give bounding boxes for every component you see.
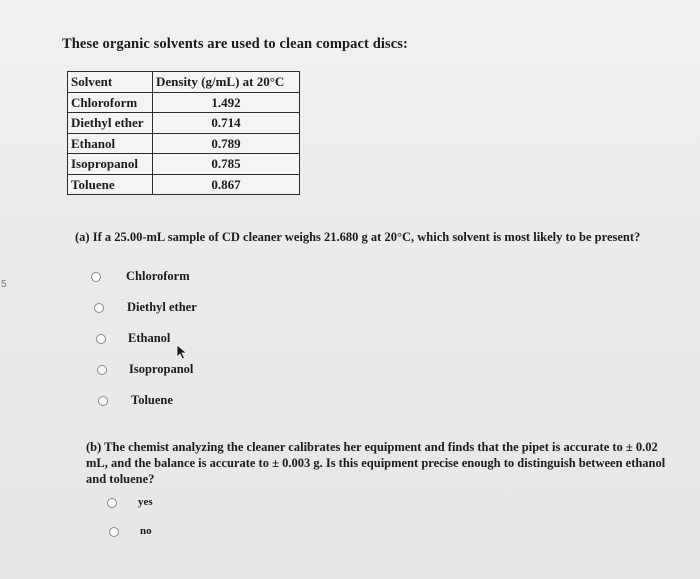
radio-toluene[interactable] [98, 396, 108, 406]
table-row [68, 174, 300, 195]
solvent-density: 0.785 [153, 154, 300, 175]
header-solvent: Solvent [68, 72, 153, 93]
solvent-name: Toluene [68, 174, 153, 195]
solvent-density: 0.789 [153, 133, 300, 154]
mouse-pointer-icon [176, 344, 188, 360]
table-row [68, 154, 300, 175]
option-label-chloroform[interactable]: Chloroform [126, 269, 190, 283]
table-row [68, 113, 300, 134]
solvent-name: Chloroform [68, 92, 153, 113]
table-row [68, 133, 300, 154]
option-chloroform[interactable] [91, 268, 101, 286]
radio-chloroform[interactable] [91, 272, 101, 282]
radio-ethanol[interactable] [96, 334, 106, 344]
option-label-toluene[interactable]: Toluene [131, 393, 173, 407]
option-label-diethyl-ether[interactable]: Diethyl ether [127, 300, 197, 314]
table-header-row [68, 72, 300, 93]
question-a-text: (a) If a 25.00-mL sample of CD cleaner weighs 21.680 g at 20°C, which solvent is most likely to be present? [75, 230, 641, 244]
solvent-name: Diethyl ether [68, 113, 153, 134]
solvent-density-table [67, 71, 300, 195]
solvent-density: 0.714 [153, 113, 300, 134]
option-yes[interactable] [107, 494, 117, 512]
option-label-yes[interactable]: yes [138, 496, 153, 508]
radio-no[interactable] [109, 527, 119, 537]
header-density: Density (g/mL) at 20°C [153, 72, 300, 93]
option-diethyl-ether[interactable] [94, 299, 104, 317]
option-isopropanol[interactable] [97, 361, 107, 379]
radio-isopropanol[interactable] [97, 365, 107, 375]
question-b-text: (b) The chemist analyzing the cleaner calibrates her equipment and finds that the pipet is accurate to ± 0.02 mL, and the balance is accurate to ± 0.003 g. Is this equipment precise enough to distinguish between ethanol and toluene? [86, 440, 666, 486]
option-label-isopropanol[interactable]: Isopropanol [129, 362, 194, 376]
intro-text: These organic solvents are used to clean compact discs: [62, 36, 408, 52]
table-row [68, 92, 300, 113]
solvent-density: 1.492 [153, 92, 300, 113]
option-label-no[interactable]: no [140, 525, 152, 537]
option-no[interactable] [109, 523, 119, 541]
option-toluene[interactable] [98, 392, 108, 410]
solvent-density: 0.867 [153, 174, 300, 195]
solvent-name: Isopropanol [68, 154, 153, 175]
solvent-name: Ethanol [68, 133, 153, 154]
edge-number: 5 [1, 279, 7, 290]
radio-yes[interactable] [107, 498, 117, 508]
radio-diethyl-ether[interactable] [94, 303, 104, 313]
option-label-ethanol[interactable]: Ethanol [128, 331, 171, 345]
option-ethanol[interactable] [96, 330, 106, 348]
